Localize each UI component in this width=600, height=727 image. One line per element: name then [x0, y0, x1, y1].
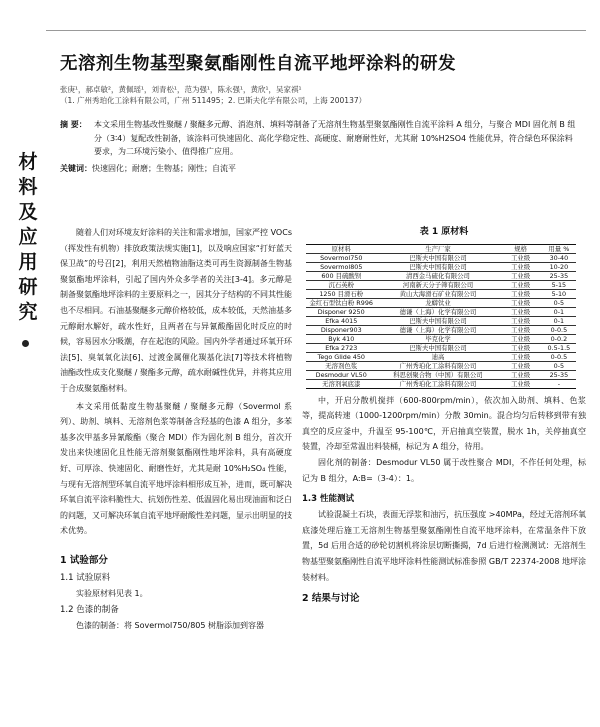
table-cell: 25-35 — [542, 271, 576, 280]
table-header: 规格 — [499, 244, 541, 253]
table-cell: 工业级 — [499, 307, 541, 316]
table-cell: 工业级 — [499, 379, 541, 388]
table-cell: 0.5-1.5 — [542, 343, 576, 352]
authors: 张庚¹，郝卓敏²，黄佩瑶¹，刘青松¹，范为强¹，陈永强¹，黄欣¹，吴家祺¹ — [60, 85, 302, 94]
table-cell: 广州秀珀化工涂料有限公司 — [377, 379, 500, 388]
table-cell: 无溶剂氧底漆 — [306, 379, 377, 388]
table-cell: 10-20 — [542, 262, 576, 271]
table-cell: Disponer903 — [306, 325, 377, 334]
table-row — [306, 334, 576, 343]
section-label-char: 材 — [18, 151, 38, 173]
table-cell: 黄山大海滑石矿业有限公司 — [377, 289, 500, 298]
abstract-text: 本文采用生物基改性聚醚 / 聚醚多元醇、消泡剂、填料等制备了无溶剂生物基型聚氨酯刚性自流平涂料 A 组分，与聚合 MDI 固化剂 B 组分（3∶4）复配改性制备，该涂料可快速固化、高化学稳定性、高硬度、耐磨耐性好，尤其耐 10%H2SO4 性能优异，符合绿色环保涂料要求，为二环境污染小、值得推广应用。 — [94, 120, 576, 156]
table-cell: 巴斯夫中国有限公司 — [377, 316, 500, 325]
table-cell: 金红石型钛白粉 R996 — [306, 298, 377, 307]
section-label-char: 及 — [18, 201, 38, 223]
table-cell: 25-35 — [542, 370, 576, 379]
section-label-char: 究 — [18, 301, 38, 323]
table-cell: Efka 2723 — [306, 343, 377, 352]
table-cell: 0-0.5 — [542, 352, 576, 361]
table-cell: 0-5 — [542, 298, 576, 307]
table-cell: Disponer 9250 — [306, 307, 377, 316]
intro-paragraph: 随着人们对环境友好涂料的关注和需求增加，国家严控 VOCs（挥发性有机物）排放政策法规实施[1]，以及响应国家“打好蓝天保卫战”的号召[2]，利用天然植物油脂这类可再生资源制备生物基聚氨酯地坪涂料，引起了国内外众多学者的关注[3-4]。多元醇是制备聚氨酯地坪涂料的主要原料之一，因其分子结构的不同其性能也不尽相同。石油基聚醚多元醇价格较低，成本较低，天然油基多元醇耐水解好，疏水性好，且两者在与异氰酸酯固化时反应的时候，容易因水分吸潮，存在起泡的风险。国内外学者通过环氧开环法[5]、臭氧氧化法[6]、过渡金属催化羰基化法[7]等技术将植物油酯改性成支化聚醚 / 聚酯多元醇，疏水耐碱性优异，并将其应用于合成聚氨酯材料。 — [60, 228, 292, 393]
table-row — [306, 379, 576, 388]
abstract-label: 摘 要： — [60, 120, 87, 129]
section-label-char: 用 — [18, 251, 38, 273]
table-cell: 0-1 — [542, 316, 576, 325]
affiliations: （1. 广州秀珀化工涂料有限公司，广州 511495；2. 巴斯夫化学有限公司，上海 200137） — [60, 96, 367, 105]
table-header: 原材料 — [306, 244, 377, 253]
paper-title: 无溶剂生物基型聚氨酯刚性自流平地坪涂料的研发 — [60, 54, 456, 74]
table-cell: Sovermol750 — [306, 253, 377, 262]
table-cell: 河南新天分子筛有限公司 — [377, 280, 500, 289]
table-row — [306, 370, 576, 379]
table-cell: 0-0.5 — [542, 325, 576, 334]
table-cell: Byk 410 — [306, 334, 377, 343]
subsection-heading: 1.2 色漆的制备 — [60, 605, 119, 616]
table-cell: 清西金马硫化有限公司 — [377, 271, 500, 280]
table-cell: 工业级 — [499, 325, 541, 334]
table-row — [306, 325, 576, 334]
materials-table — [306, 244, 576, 389]
author-block — [60, 84, 580, 106]
table-cell: 巴斯夫中国有限公司 — [377, 343, 500, 352]
subsection-heading: 1.3 性能测试 — [302, 494, 355, 505]
body-text: 中，开启分散机搅拌（600-800rpm/min），依次加入助剂、填料、色浆等，提高转速（1000-1200rpm/min）分散 30min。混合均匀后转移到带有独真空的反应釜中，升温至 95-100℃，开启抽真空装置，脱水 1h，关停抽真空装置，冷却至常温出料装桶，标记为 A 组分，待用。 — [302, 395, 586, 452]
table-cell: Desmodur VL50 — [306, 370, 377, 379]
body-text: 试验混凝土石块，表面无浮浆和油污，抗压强度 >40MPa，经过无溶剂环氧底漆处理后施工无溶剂生物基型聚氨酯刚性自流平地坪涂料，在常温条件下放置，5d 后用合适的砂轮切割机将涂层切断撕揭，7d 后进行检测测试：无溶剂生物基型聚氨酯刚性自流平地坪涂料性能测试标准参照 GB/T 22374-2008 地坪涂装材料。 — [302, 510, 586, 582]
table-row — [306, 307, 576, 316]
table-cell: 工业级 — [499, 253, 541, 262]
table-row — [306, 298, 576, 307]
table-cell: 工业级 — [499, 370, 541, 379]
table-cell: 巴斯夫中国有限公司 — [377, 262, 500, 271]
section-label-char: 应 — [18, 226, 38, 248]
table-row — [306, 271, 576, 280]
table-row — [306, 289, 576, 298]
keywords — [60, 162, 580, 176]
table-cell: 工业级 — [499, 352, 541, 361]
intro-paragraph: 本文采用低黏度生物基聚醚 / 聚醚多元醇（Sovermol 系列）、助剂、填料、无溶剂色浆等制备含羟基的色漆 A 组分，多苯基多次甲基多异氰酸酯（聚合 MDI）作为固化剂 B 组分，首次开发出来快速固化且性能无溶剂聚氨酯刚性地坪涂料，具有高硬度好、可厚涂、快速固化、耐磨性好，尤其是耐 10%H₂SO₄ 性能，与现有无溶剂型环氧自流平地坪涂料相形成互补，进而，既可解决环氧自流平涂料脆性大、抗划伤性差、低温固化易出现油面和泛白的问题，又可解决环氧自流平地坪耐酸性差问题，显示出明显的技术优势。 — [60, 401, 292, 536]
table-cell: 600 目硫酸钡 — [306, 271, 377, 280]
table-header-row — [306, 244, 576, 253]
table-row — [306, 316, 576, 325]
table-cell: 巴斯夫中国有限公司 — [377, 253, 500, 262]
right-column — [302, 225, 586, 607]
table-cell: 龙蟒钛业 — [377, 298, 500, 307]
table-row — [306, 280, 576, 289]
body-text: 固化剂的制备：Desmodur VL50 属于改性聚合 MDI，不作任何处理，标记为 B 组分，A:B=（3-4）：1。 — [302, 457, 586, 483]
section-label-char: 料 — [18, 176, 38, 198]
table-cell: 工业级 — [499, 334, 541, 343]
subsection-heading: 1.1 试验原料 — [60, 572, 111, 583]
table-row — [306, 361, 576, 370]
table-cell: 5-15 — [542, 280, 576, 289]
table-cell: 德谦（上海）化学有限公司 — [377, 325, 500, 334]
table-row — [306, 352, 576, 361]
body-text: 色漆的制备：将 Sovermol750/805 树脂添加到容器 — [76, 621, 265, 631]
section-heading: 1 试验部分 — [60, 554, 108, 566]
margin-bullet — [22, 340, 29, 347]
table-cell: 德谦（上海）化学有限公司 — [377, 307, 500, 316]
table-cell: 工业级 — [499, 343, 541, 352]
section-label — [16, 150, 40, 325]
keywords-text: 快速固化；耐磨；生物基；刚性；自流平 — [92, 163, 236, 173]
table-cell: 0-0.2 — [542, 334, 576, 343]
table-cell: 迪高 — [377, 352, 500, 361]
section-heading: 2 结果与讨论 — [302, 593, 360, 605]
table-caption: 表 1 原材料 — [419, 227, 469, 237]
table-cell: 工业级 — [499, 280, 541, 289]
table-cell: 0-1 — [542, 307, 576, 316]
left-column — [60, 225, 292, 634]
table-cell: Tego Glide 450 — [306, 352, 377, 361]
table-cell: 科思创聚合物（中国）有限公司 — [377, 370, 500, 379]
table-cell: 工业级 — [499, 289, 541, 298]
table-row — [306, 253, 576, 262]
keywords-label: 关键词： — [60, 163, 92, 173]
table-cell: 工业级 — [499, 271, 541, 280]
table-header: 用量 % — [542, 244, 576, 253]
table-cell: 工业级 — [499, 361, 541, 370]
table-cell: 5-10 — [542, 289, 576, 298]
table-cell: - — [542, 379, 576, 388]
table-header: 生产厂家 — [377, 244, 500, 253]
table-cell: 广州秀珀化工涂料有限公司 — [377, 361, 500, 370]
table-cell: Efka 4015 — [306, 316, 377, 325]
table-cell: 工业级 — [499, 316, 541, 325]
table-cell: 0-5 — [542, 361, 576, 370]
table-row — [306, 343, 576, 352]
table-cell: 沉石英粉 — [306, 280, 377, 289]
abstract — [60, 118, 580, 175]
table-row — [306, 262, 576, 271]
table-cell: 30-40 — [542, 253, 576, 262]
header-rule — [46, 30, 586, 31]
table-cell: 毕克化学 — [377, 334, 500, 343]
table-cell: 1250 目滑石粉 — [306, 289, 377, 298]
table-cell: 工业级 — [499, 262, 541, 271]
table-cell: 无溶剂色浆 — [306, 361, 377, 370]
section-label-char: 研 — [18, 276, 38, 298]
body-text: 实验原材料见表 1。 — [76, 588, 148, 598]
table-cell: 工业级 — [499, 298, 541, 307]
table-cell: Sovermol805 — [306, 262, 377, 271]
